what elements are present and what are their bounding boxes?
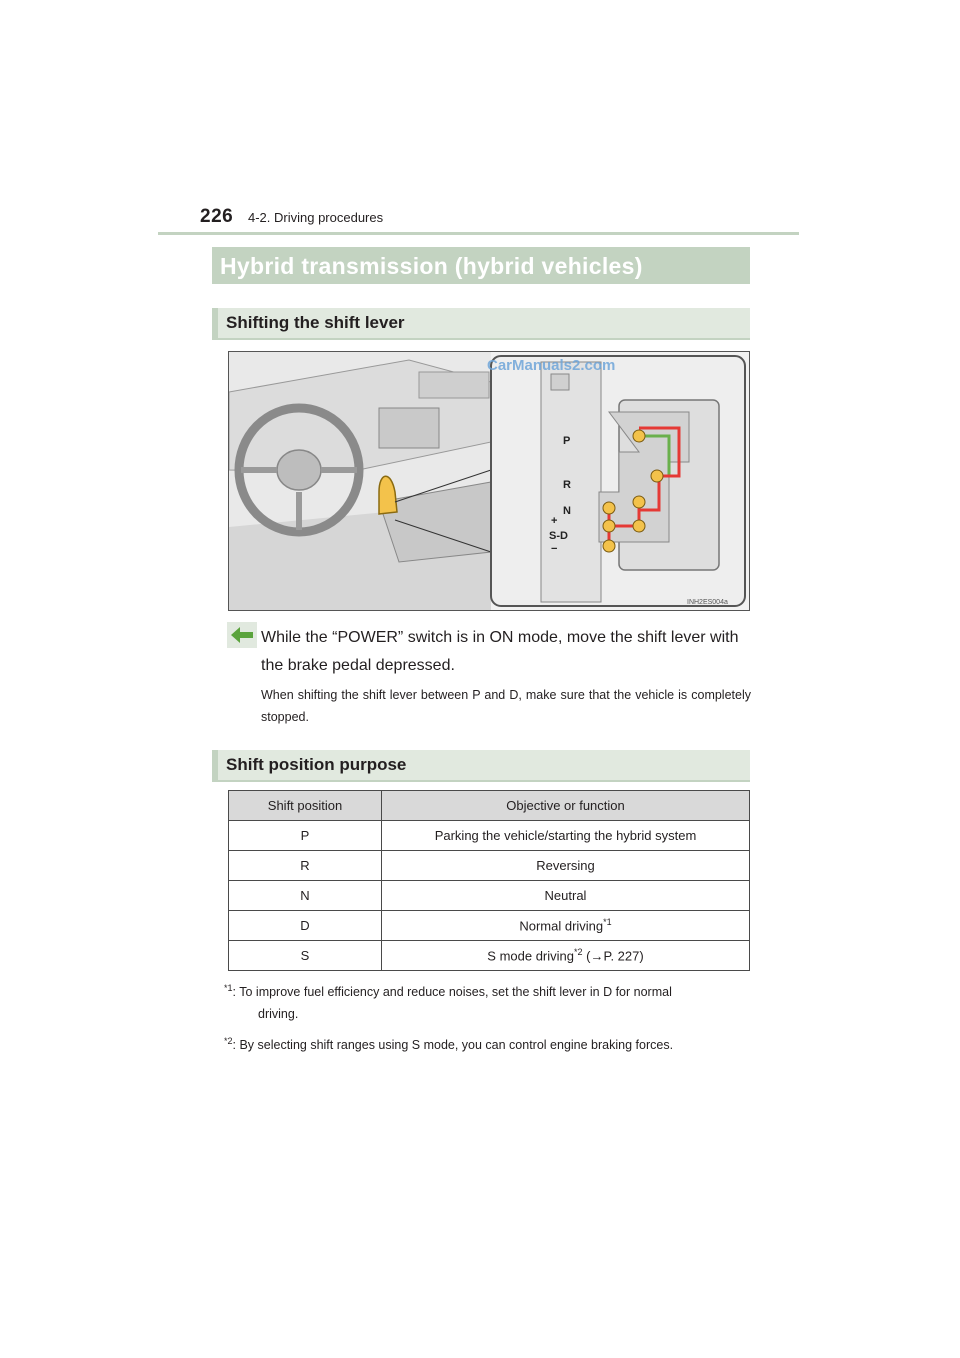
shift-position-table: [228, 790, 750, 971]
column-header-function: Objective or function: [382, 791, 750, 821]
cell-function: Reversing: [382, 851, 750, 881]
table-row: [229, 911, 750, 941]
cell-function: Parking the vehicle/starting the hybrid system: [382, 821, 750, 851]
table-row: [229, 881, 750, 911]
cell-position: S: [229, 941, 382, 971]
footnote-mark: *2: [224, 1036, 233, 1046]
table-row: [229, 851, 750, 881]
page-reference-link[interactable]: (→P. 227): [582, 948, 644, 964]
section-heading-purpose: [212, 750, 750, 782]
function-text: S mode driving: [487, 948, 574, 964]
illustration-svg: [229, 352, 749, 610]
gate-label-plus: +: [551, 515, 558, 527]
footnote-mark: *1: [224, 983, 233, 993]
header-rule: [158, 232, 799, 235]
shift-lever-illustration: [228, 351, 750, 611]
footnote-1: [224, 977, 750, 1025]
section-heading-shifting-text: Shifting the shift lever: [226, 313, 405, 332]
footnote-ref: *1: [603, 917, 612, 928]
gate-label-s-d: S-D: [549, 530, 568, 542]
knob-position-s-plus: [603, 502, 615, 514]
footnote-text: : By selecting shift ranges using S mode, you can control engine braking forces.: [232, 1038, 674, 1053]
cell-function: [382, 911, 750, 941]
shift-note: When shifting the shift lever between P and D, make sure that the vehicle is completely stopped.: [261, 688, 751, 724]
main-title-bar: [212, 247, 750, 284]
main-title: Hybrid transmission (hybrid vehicles): [220, 253, 643, 279]
cell-position: D: [229, 911, 382, 941]
knob-position-r: [651, 470, 663, 482]
table-header-row: [229, 791, 750, 821]
left-arrow-icon: [227, 622, 257, 648]
knob-position-s-minus: [603, 540, 615, 552]
section-reference: 4-2. Driving procedures: [248, 210, 384, 225]
column-header-position: Shift position: [229, 791, 382, 821]
illustration-code: INH2ES004a: [687, 599, 728, 606]
gate-label-n: N: [563, 505, 571, 517]
section-heading-shifting: [212, 308, 750, 340]
table-row: [229, 821, 750, 851]
gate-label-p: P: [563, 435, 571, 447]
page-number: 226: [200, 206, 234, 227]
shift-instruction: While the “POWER” switch is in ON mode, move the shift lever with the brake pedal depressed.: [261, 629, 739, 674]
illustration-watermark: CarManuals2.com: [487, 357, 616, 374]
knob-position-s: [603, 520, 615, 532]
footnote-ref: *2: [574, 947, 583, 958]
cell-position: P: [229, 821, 382, 851]
gate-label-r: R: [563, 479, 571, 491]
gate-label-minus: −: [551, 543, 558, 555]
footnote-continuation: driving.: [258, 1007, 299, 1022]
cell-function: [382, 941, 750, 971]
cell-position: N: [229, 881, 382, 911]
table-row: [229, 941, 750, 971]
footnote-2: [224, 1030, 764, 1056]
section-heading-purpose-text: Shift position purpose: [226, 755, 407, 774]
footnote-text: : To improve fuel efficiency and reduce noises, set the shift lever in D for normal: [232, 985, 672, 1000]
knob-position-p: [633, 430, 645, 442]
cell-position: R: [229, 851, 382, 881]
knob-position-d: [633, 520, 645, 532]
cell-function: Neutral: [382, 881, 750, 911]
knob-position-n: [633, 496, 645, 508]
function-text: Normal driving: [519, 918, 604, 934]
